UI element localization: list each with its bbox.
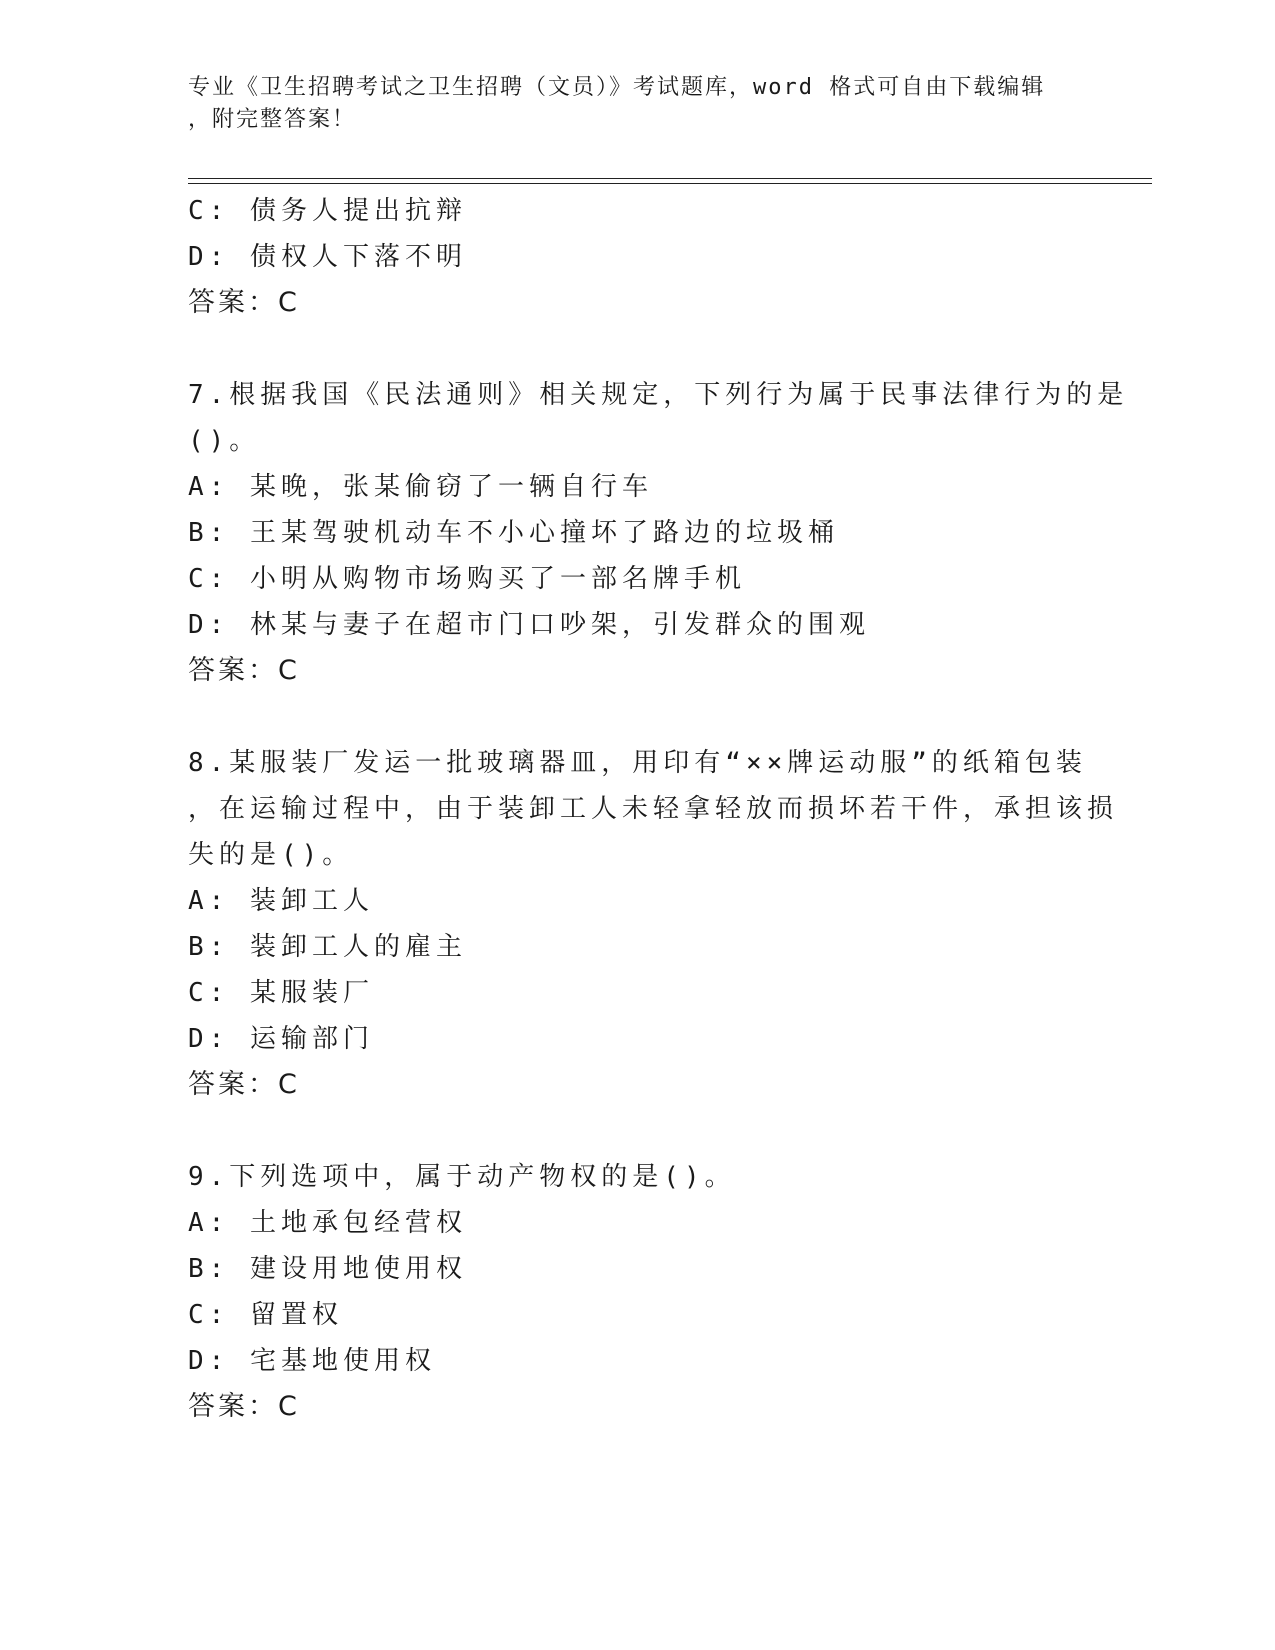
question-stem: 7.根据我国《民法通则》相关规定，下列行为属于民事法律行为的是 bbox=[188, 380, 1129, 410]
answer-line: 答案：C bbox=[188, 1069, 300, 1100]
option-d: D: 运输部门 bbox=[188, 1024, 374, 1054]
option-c: C: 留置权 bbox=[188, 1300, 343, 1330]
question-stem: ，在运输过程中，由于装卸工人未轻拿轻放而损坏若干件，承担该损 bbox=[188, 794, 1119, 824]
header-divider-bottom bbox=[188, 183, 1152, 184]
option-a: A: 装卸工人 bbox=[188, 886, 374, 916]
question-9 bbox=[188, 1154, 1088, 1430]
question-list bbox=[188, 188, 1129, 1430]
option-b: B: 王某驾驶机动车不小心撞坏了路边的垃圾桶 bbox=[188, 518, 839, 548]
option-d: D: 宅基地使用权 bbox=[188, 1346, 436, 1376]
option-b: B: 装卸工人的雇主 bbox=[188, 932, 467, 962]
option-b: B: 建设用地使用权 bbox=[188, 1254, 467, 1284]
spacer bbox=[188, 694, 1088, 740]
option-a: A: 土地承包经营权 bbox=[188, 1208, 467, 1238]
question-stem: ()。 bbox=[188, 426, 261, 456]
document-header bbox=[188, 72, 1068, 136]
answer-line: 答案：C bbox=[188, 287, 300, 318]
question-stem: 9.下列选项中，属于动产物权的是()。 bbox=[188, 1162, 736, 1192]
answer-line: 答案：C bbox=[188, 1391, 300, 1422]
spacer bbox=[188, 1108, 1088, 1154]
option-d: D: 债权人下落不明 bbox=[188, 242, 467, 272]
answer-line: 答案：C bbox=[188, 655, 300, 686]
option-c: C: 债务人提出抗辩 bbox=[188, 196, 467, 226]
option-c: C: 小明从购物市场购买了一部名牌手机 bbox=[188, 564, 746, 594]
question-7 bbox=[188, 372, 1129, 694]
header-line-1: 专业《卫生招聘考试之卫生招聘（文员）》考试题库，word 格式可自由下载编辑 bbox=[188, 75, 1046, 100]
question-6-continued bbox=[188, 188, 1088, 326]
question-stem: 8.某服装厂发运一批玻璃器皿，用印有“××牌运动服”的纸箱包装 bbox=[188, 748, 1087, 778]
option-c: C: 某服装厂 bbox=[188, 978, 374, 1008]
spacer bbox=[188, 326, 1088, 372]
header-line-2: ，附完整答案！ bbox=[188, 107, 357, 132]
question-8 bbox=[188, 740, 1119, 1108]
question-stem: 失的是()。 bbox=[188, 840, 354, 870]
option-a: A: 某晚，张某偷窃了一辆自行车 bbox=[188, 472, 653, 502]
header-divider-top bbox=[188, 178, 1152, 179]
option-d: D: 林某与妻子在超市门口吵架，引发群众的围观 bbox=[188, 610, 870, 640]
